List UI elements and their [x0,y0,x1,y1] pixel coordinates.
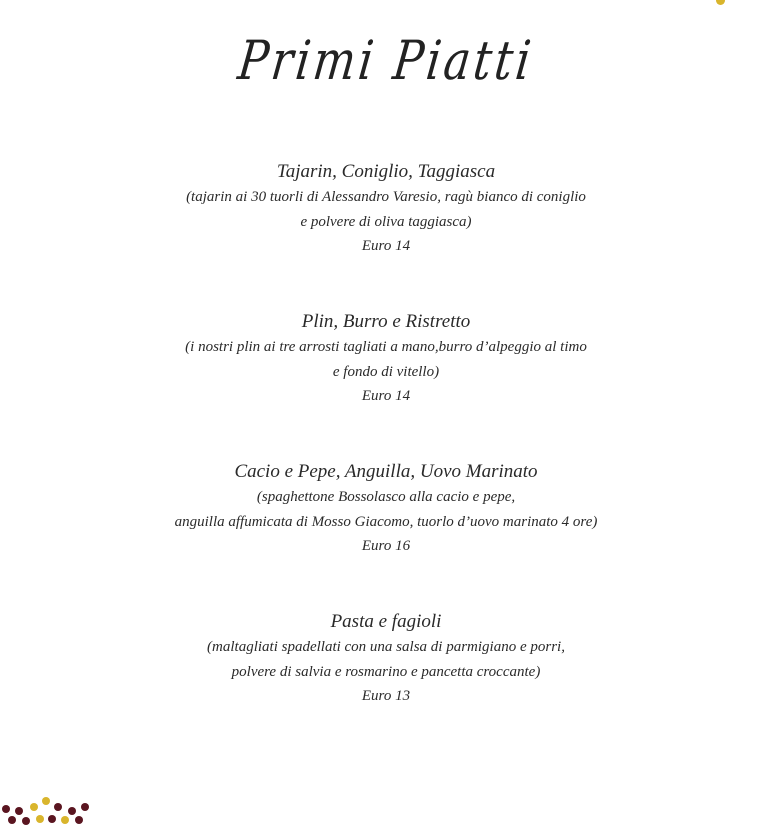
decorative-dot [22,817,30,825]
dish-name: Pasta e fagioli [330,611,442,632]
dish-description-line: (tajarin ai 30 tuorli di Alessandro Varesio, ragù bianco di coniglio [186,189,586,205]
decorative-dot [81,803,89,811]
decorative-dot [75,816,83,824]
dish-description-line: e fondo di vitello) [332,363,440,380]
decorative-dot [42,797,50,805]
decorative-dot [8,816,16,824]
decorative-dot [68,807,76,815]
decorative-dot [30,803,38,811]
decorative-dot [716,0,725,5]
dish-description-line: (maltagliati spadellati con una salsa di parmigiano e porri, [207,639,565,655]
dish-description-line: anguilla affumicata di Mosso Giacomo, tuorlo d’uovo marinato 4 ore) [174,513,598,530]
dish-price: Euro 16 [361,538,411,554]
page-title: Primi Piatti [235,29,538,92]
dish-name: Cacio e Pepe, Anguilla, Uovo Marinato [234,461,538,482]
menu-item [0,609,772,708]
dish-description-line: e polvere di oliva taggiasca) [300,213,472,230]
decorative-dot [15,807,23,815]
decorative-dot [61,816,69,824]
dish-price: Euro 13 [361,688,411,704]
dish-price: Euro 14 [361,238,411,254]
dish-description-line: polvere di salvia e rosmarino e pancetta croccante) [231,663,541,680]
dish-name: Plin, Burro e Ristretto [301,311,471,332]
decorative-dot [54,803,62,811]
dish-description-line: (i nostri plin ai tre arrosti tagliati a mano,burro d’alpeggio al timo [185,339,587,355]
decorative-dot [2,805,10,813]
menu-item [0,309,772,408]
dish-description-line: (spaghettone Bossolasco alla cacio e pepe, [256,489,516,505]
menu-item [0,459,772,558]
menu-item [0,159,772,258]
dish-name: Tajarin, Coniglio, Taggiasca [276,161,496,182]
dish-price: Euro 14 [361,388,411,404]
